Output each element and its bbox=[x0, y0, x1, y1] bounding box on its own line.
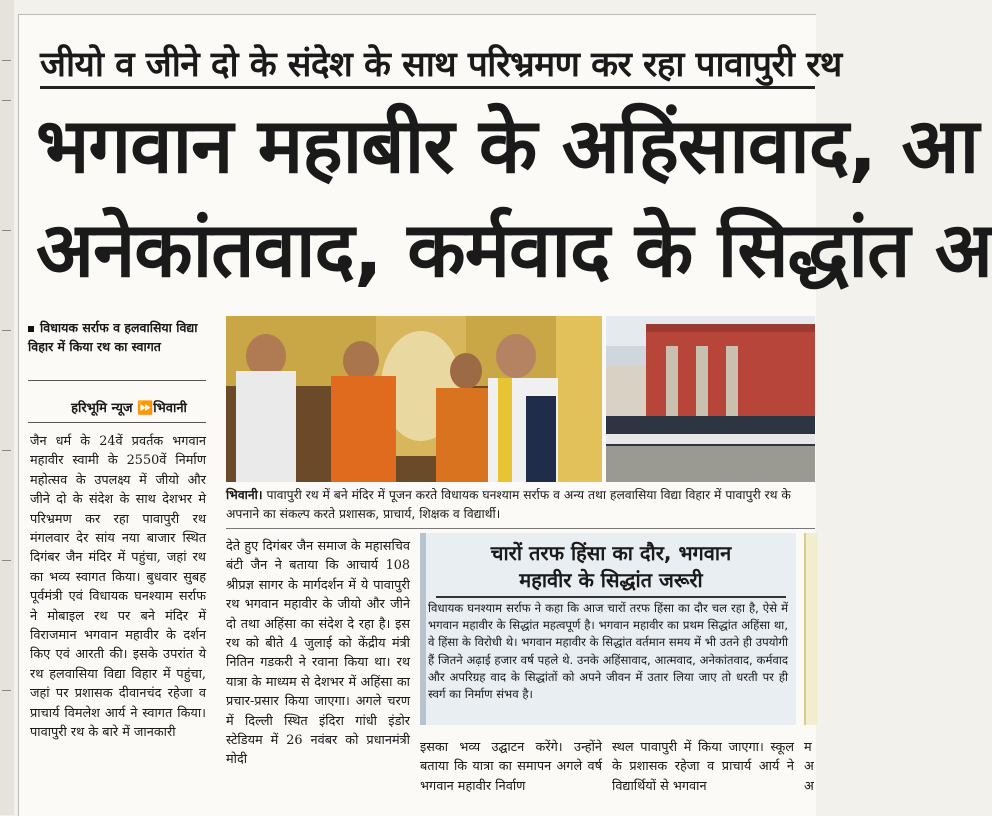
divider bbox=[28, 380, 206, 381]
photo-temple-worship bbox=[226, 316, 602, 482]
byline: हरिभूमि न्यूज ⏩भिवानी bbox=[71, 401, 187, 416]
adjacent-page-strip bbox=[0, 0, 14, 815]
caption-text: पावापुरी रथ में बने मंदिर में पूजन करते विधायक घनश्याम सर्राफ व अन्य तथा हलवासिया विद्या विहार में पावापुरी रथ के bbox=[266, 488, 791, 502]
article-column-3: इसका भव्य उद्घाटन करेंगे। उन्होंने बताया कि यात्रा का समापन अगले वर्ष भगवान महावीर निर्वाण bbox=[420, 740, 602, 794]
article-column-2: देते हुए दिगंबर जैन समाज के महासचिव बंटी जैन ने बताया कि आचार्य 108 श्रीप्रज्ञ सागर के मार्गदर्शन में ये पावापुरी रथ भगवान महावीर के जीयो और जीने दो तथा अहिंसा का संदेश दे रहा है। इस रथ को बीते 4 जुलाई को केंद्रीय मंत्री नितिन गडकरी ने रवाना किया था। रथ यात्रा के माध्यम से देशभर में अहिंसा का प्रचार-प्रसार किया जाएगा। अगले चरण में दिल्ली स्थित इंदिरा गांधी इंडोर स्टेडियम में 26 नवंबर को प्रधानमंत्री मोदी bbox=[226, 539, 410, 768]
main-headline-line1: भगवान महाबीर के अहिंसावाद, आ bbox=[36, 101, 979, 190]
article-column-4: स्थल पावापुरी में किया जाएगा। स्कूल के प्रशासक रहेजा व प्राचार्य आर्य ने विद्यार्थियों से भगवान bbox=[612, 740, 794, 794]
box-body: विधायक घनश्याम सर्राफ ने कहा कि आज चारों तरफ हिंसा का दौर चल रहा है, ऐसे में भगवान महावीर के सिद्धांत महत्वपूर्ण है। भगवान महावीर का प्रथम सिद्धांत अहिंसा था, वे हिंसा के विरोधी थे। भगवान महावीर के सिद्धांत वर्तमान समय में भी उतने ही उपयोगी हैं जितने अढ़ाई हजार वर्ष पहले थे. उनके अहिंसावाद, आत्मवाद, अनेकांतवाद, कर्मवाद और अपरिग्रह वाद के सिद्धांतों को अपने जीवन में उतार लिया जाए तो धरती पर ही स्वर्ग का निर्माण संभव है। bbox=[428, 601, 788, 702]
caption-line2: अपनाने का संकल्प करते प्रशासक, प्राचार्य, शिक्षक व विद्यार्थी। bbox=[226, 507, 501, 521]
divider bbox=[226, 528, 815, 529]
box-title: चारों तरफ हिंसा का दौर, भगवान महावीर के सिद्धांत जरूरी bbox=[490, 541, 732, 592]
kicker-underline bbox=[40, 86, 815, 89]
divider bbox=[28, 422, 206, 423]
main-headline-line2: अनेकांतवाद, कर्मवाद के सिद्धांत अ bbox=[36, 205, 992, 294]
kicker-headline: जीयो व जीने दो के संदेश के साथ परिभ्रमण कर रहा पावापुरी रथ bbox=[40, 45, 842, 85]
bullet-square-icon bbox=[28, 326, 34, 332]
caption-place: भिवानी। bbox=[226, 488, 263, 502]
box-title-underline bbox=[436, 596, 786, 598]
highlight-text: विधायक सर्राफ व हलवासिया विद्या विहार में किया रथ का स्वागत bbox=[28, 320, 198, 354]
photo-caption bbox=[226, 486, 815, 524]
photo-school-gathering bbox=[606, 316, 815, 482]
article-column-5-cutoff: म अ अ bbox=[804, 740, 814, 794]
highlight-point bbox=[28, 318, 206, 356]
article-column-1: जैन धर्म के 24वें प्रवर्तक भगवान महावीर स्वामी के 2550वें निर्माण महोत्सव के उपलक्ष्य में जीयो और जीने दो के संदेश के साथ देशभर मे परिभ्रमण कर रहा पावापुरी रथ मंगलवार देर सांय नया बाजार स्थित दिगंबर जैन मंदिर में पहुंचा, जहां रथ का भव्य स्वागत किया। बुधवार सुबह पूर्वमंत्री एवं विधायक घनश्याम सर्राफ ने मोबाइल रथ पर बने मंदिर में विराजमान भगवान महावीर के दर्शन किए एवं आरती की। इसके उपरांत ये रथ हलवासिया विद्या विहार में पहुंचा, जहां पर प्रशासक दीवानचंद रहेजा व प्राचार्य विमलेश आर्य ने स्वागत किया। पावापुरी रथ के बारे में जानकारी bbox=[30, 434, 206, 741]
adjacent-article-box bbox=[804, 533, 817, 725]
